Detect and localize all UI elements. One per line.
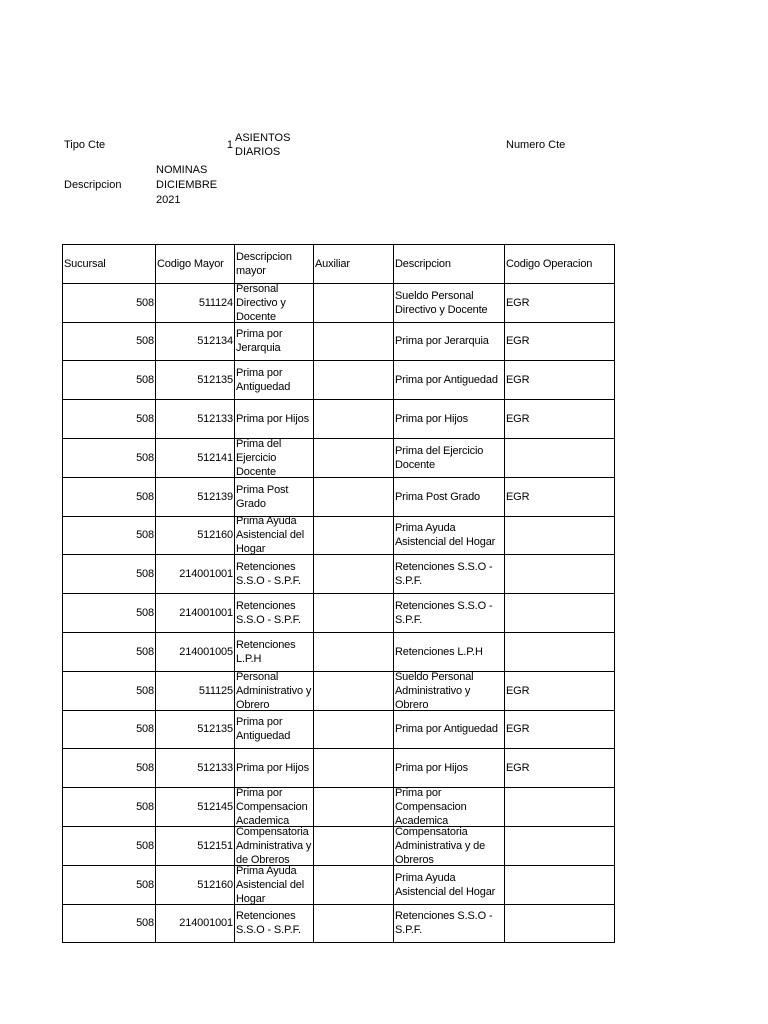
cell-auxiliar — [314, 555, 394, 594]
cell-descripcion — [394, 283, 505, 322]
cell-auxiliar-text — [314, 866, 393, 904]
cell-descripcion-mayor-text: Prima Ayuda Asistencial del Hogar — [236, 865, 305, 904]
cell-descripcion-mayor — [235, 788, 314, 827]
cell-descripcion-mayor — [235, 749, 314, 788]
cell-sucursal-text: 508 — [136, 296, 154, 309]
cell-descripcion-mayor — [235, 865, 314, 904]
cell-codigo-operacion-text: EGR — [506, 490, 530, 503]
cell-auxiliar — [314, 710, 394, 749]
cell-auxiliar-text — [314, 400, 393, 438]
table-row — [63, 904, 615, 943]
cell-codigo-mayor-text: 512151 — [197, 839, 233, 852]
cell-descripcion-mayor — [235, 400, 314, 439]
cell-codigo-operacion-text — [505, 788, 614, 826]
cell-codigo-mayor — [156, 516, 235, 555]
cell-auxiliar-text — [314, 711, 393, 749]
cell-descripcion — [394, 322, 505, 361]
cell-descripcion-mayor-text: Prima por Antiguedad — [236, 716, 291, 743]
table-row — [63, 516, 615, 555]
cell-descripcion-mayor-text: Retenciones S.S.O - S.P.F. — [236, 600, 301, 627]
cell-sucursal-text: 508 — [136, 723, 154, 736]
cell-codigo-operacion — [505, 749, 615, 788]
cell-codigo-mayor-text: 512139 — [197, 490, 233, 503]
cell-sucursal-text: 508 — [136, 335, 154, 348]
cell-codigo-operacion-text — [505, 905, 614, 943]
col-header-descripcion-label: Descripcion — [395, 257, 451, 270]
cell-codigo-operacion-text: EGR — [506, 335, 530, 348]
cell-codigo-operacion — [505, 671, 615, 710]
cell-sucursal — [63, 865, 156, 904]
cell-sucursal — [63, 788, 156, 827]
descripcion-value: NOMINAS DICIEMBRE 2021 — [156, 164, 218, 206]
cell-sucursal — [63, 826, 156, 865]
cell-sucursal-text: 508 — [136, 878, 154, 891]
cell-sucursal — [63, 632, 156, 671]
cell-descripcion — [394, 788, 505, 827]
cell-descripcion-mayor-text: Retenciones S.S.O - S.P.F. — [236, 910, 301, 937]
cell-auxiliar-text — [314, 788, 393, 826]
cell-codigo-mayor-text: 214001005 — [179, 645, 233, 658]
cell-descripcion-text: Prima Ayuda Asistencial del Hogar — [395, 522, 496, 549]
cell-codigo-operacion-text: EGR — [506, 684, 530, 697]
cell-codigo-operacion-text — [505, 517, 614, 555]
cell-descripcion-mayor — [235, 283, 314, 322]
col-header-sucursal-label: Sucursal — [64, 257, 106, 270]
cell-descripcion-text: Prima por Antiguedad — [395, 723, 498, 736]
table-row — [63, 710, 615, 749]
cell-sucursal-text: 508 — [136, 413, 154, 426]
cell-auxiliar-text — [314, 672, 393, 710]
cell-codigo-mayor — [156, 594, 235, 633]
cell-sucursal-text: 508 — [136, 839, 154, 852]
cell-sucursal — [63, 710, 156, 749]
cell-descripcion — [394, 477, 505, 516]
cell-codigo-mayor-text: 512135 — [197, 374, 233, 387]
cell-auxiliar — [314, 477, 394, 516]
cell-codigo-operacion-text: EGR — [506, 723, 530, 736]
cell-descripcion — [394, 632, 505, 671]
cell-descripcion-text: Prima por Hijos — [395, 762, 468, 775]
cell-codigo-mayor-text: 512160 — [197, 878, 233, 891]
cell-codigo-operacion — [505, 865, 615, 904]
cell-descripcion — [394, 826, 505, 865]
cell-auxiliar — [314, 826, 394, 865]
col-header-descripcion-mayor-label: Descripcion mayor — [236, 250, 292, 277]
cell-auxiliar-text — [314, 517, 393, 555]
cell-descripcion-text: Prima del Ejercicio Docente — [395, 444, 484, 471]
numero-cte-label: Numero Cte — [506, 139, 566, 151]
table-header-row — [63, 245, 615, 284]
cell-descripcion-mayor-text: Retenciones L.P.H — [236, 638, 296, 665]
cell-descripcion-text: Prima por Antiguedad — [395, 374, 498, 387]
cell-sucursal-text: 508 — [136, 645, 154, 658]
cell-codigo-mayor — [156, 361, 235, 400]
cell-descripcion-text: Sueldo Personal Directivo y Docente — [395, 289, 488, 316]
cell-codigo-operacion-text: EGR — [506, 413, 530, 426]
cell-codigo-mayor — [156, 283, 235, 322]
cell-descripcion — [394, 904, 505, 943]
cell-sucursal-text: 508 — [136, 374, 154, 387]
cell-descripcion-mayor-text: Personal Directivo y Docente — [236, 283, 286, 322]
cell-descripcion-text: Prima por Compensacion Academica — [395, 788, 467, 826]
table-row — [63, 438, 615, 477]
cell-codigo-mayor-text: 512134 — [197, 335, 233, 348]
cell-auxiliar — [314, 594, 394, 633]
cell-codigo-operacion-text — [505, 633, 614, 671]
cell-sucursal-text: 508 — [136, 762, 154, 775]
cell-descripcion-mayor — [235, 516, 314, 555]
cell-descripcion-mayor-text: Compensatoria Administrativa y de Obreros — [236, 826, 312, 865]
cell-codigo-operacion — [505, 710, 615, 749]
cell-codigo-operacion-text — [505, 439, 614, 477]
cell-auxiliar — [314, 361, 394, 400]
cell-codigo-mayor-text: 214001001 — [179, 917, 233, 930]
cell-codigo-operacion — [505, 516, 615, 555]
cell-sucursal — [63, 438, 156, 477]
col-header-codigo-operacion-label: Codigo Operacion — [506, 257, 593, 270]
table-row — [63, 788, 615, 827]
cell-codigo-operacion — [505, 477, 615, 516]
cell-codigo-mayor-text: 511125 — [198, 684, 233, 697]
cell-descripcion-mayor-text: Prima Ayuda Asistencial del Hogar — [236, 516, 305, 555]
cell-codigo-mayor — [156, 400, 235, 439]
table-row — [63, 283, 615, 322]
cell-codigo-operacion-text: EGR — [506, 762, 530, 775]
cell-sucursal — [63, 400, 156, 439]
cell-codigo-operacion-text — [505, 594, 614, 632]
cell-codigo-mayor-text: 512145 — [197, 801, 233, 814]
cell-codigo-mayor-text: 214001001 — [179, 568, 233, 581]
cell-auxiliar — [314, 749, 394, 788]
cell-codigo-mayor — [156, 438, 235, 477]
col-header-auxiliar — [314, 245, 394, 284]
cell-descripcion-mayor — [235, 322, 314, 361]
cell-descripcion-mayor — [235, 477, 314, 516]
cell-descripcion — [394, 361, 505, 400]
tipo-cte-description: ASIENTOS DIARIOS — [235, 132, 291, 158]
asientos-table — [62, 244, 615, 943]
table-row — [63, 749, 615, 788]
cell-descripcion — [394, 400, 505, 439]
cell-auxiliar-text — [314, 361, 393, 399]
cell-sucursal — [63, 361, 156, 400]
cell-descripcion-mayor — [235, 904, 314, 943]
table-row — [63, 477, 615, 516]
cell-codigo-operacion — [505, 361, 615, 400]
cell-descripcion — [394, 516, 505, 555]
cell-sucursal-text: 508 — [136, 568, 154, 581]
cell-descripcion-text: Retenciones S.S.O - S.P.F. — [395, 600, 493, 627]
cell-descripcion — [394, 749, 505, 788]
cell-descripcion-text: Prima Ayuda Asistencial del Hogar — [395, 871, 496, 898]
cell-auxiliar — [314, 865, 394, 904]
cell-descripcion-mayor — [235, 594, 314, 633]
cell-sucursal — [63, 904, 156, 943]
cell-descripcion-mayor — [235, 826, 314, 865]
cell-codigo-mayor — [156, 710, 235, 749]
cell-codigo-operacion — [505, 438, 615, 477]
table-row — [63, 671, 615, 710]
cell-auxiliar — [314, 632, 394, 671]
cell-codigo-mayor — [156, 865, 235, 904]
table-row — [63, 826, 615, 865]
cell-sucursal — [63, 671, 156, 710]
cell-sucursal — [63, 283, 156, 322]
cell-sucursal-text: 508 — [136, 684, 154, 697]
cell-auxiliar-text — [314, 439, 393, 477]
cell-codigo-operacion-text — [505, 866, 614, 904]
table-row — [63, 555, 615, 594]
col-header-codigo-mayor — [156, 245, 235, 284]
cell-auxiliar-text — [314, 323, 393, 361]
cell-auxiliar-text — [314, 749, 393, 787]
table-row — [63, 400, 615, 439]
cell-sucursal-text: 508 — [136, 451, 154, 464]
cell-codigo-mayor — [156, 749, 235, 788]
cell-descripcion-mayor-text: Prima por Jerarquia — [236, 328, 283, 355]
cell-codigo-operacion-text — [505, 555, 614, 593]
cell-descripcion-mayor — [235, 438, 314, 477]
cell-codigo-operacion — [505, 400, 615, 439]
cell-sucursal-text: 508 — [136, 801, 154, 814]
cell-descripcion-mayor — [235, 555, 314, 594]
table-row — [63, 632, 615, 671]
cell-sucursal — [63, 477, 156, 516]
cell-codigo-mayor — [156, 904, 235, 943]
cell-descripcion-text: Retenciones S.S.O - S.P.F. — [395, 561, 493, 588]
cell-sucursal-text: 508 — [136, 607, 154, 620]
col-header-sucursal — [63, 245, 156, 284]
table-body — [63, 283, 615, 943]
cell-codigo-mayor — [156, 555, 235, 594]
cell-codigo-mayor — [156, 788, 235, 827]
cell-descripcion-mayor-text: Prima Post Grado — [236, 483, 289, 510]
cell-codigo-operacion — [505, 904, 615, 943]
cell-codigo-operacion — [505, 283, 615, 322]
cell-auxiliar — [314, 788, 394, 827]
cell-auxiliar-text — [314, 905, 393, 943]
cell-descripcion — [394, 710, 505, 749]
cell-descripcion-text: Prima por Jerarquia — [395, 335, 489, 348]
cell-descripcion-text: Retenciones L.P.H — [395, 645, 483, 658]
cell-descripcion-mayor — [235, 671, 314, 710]
cell-sucursal — [63, 516, 156, 555]
cell-codigo-operacion — [505, 322, 615, 361]
cell-codigo-mayor-text: 214001001 — [179, 607, 233, 620]
cell-sucursal — [63, 322, 156, 361]
cell-auxiliar — [314, 438, 394, 477]
cell-codigo-mayor — [156, 671, 235, 710]
cell-descripcion-text: Sueldo Personal Administrativo y Obrero — [395, 671, 474, 710]
cell-codigo-operacion — [505, 594, 615, 633]
cell-codigo-operacion — [505, 826, 615, 865]
cell-descripcion-mayor-text: Prima por Compensacion Academica — [236, 788, 308, 826]
cell-descripcion — [394, 555, 505, 594]
cell-sucursal — [63, 555, 156, 594]
cell-codigo-operacion — [505, 788, 615, 827]
tipo-cte-label: Tipo Cte — [64, 139, 106, 151]
col-header-codigo-mayor-label: Codigo Mayor — [157, 257, 224, 270]
cell-auxiliar — [314, 671, 394, 710]
cell-descripcion-mayor — [235, 710, 314, 749]
tipo-cte-value: 1 — [226, 139, 233, 151]
col-header-auxiliar-label: Auxiliar — [315, 257, 350, 270]
cell-descripcion-text: Compensatoria Administrativa y de Obreros — [395, 826, 486, 865]
cell-descripcion-mayor-text: Prima por Hijos — [236, 413, 309, 426]
cell-descripcion-text: Prima Post Grado — [395, 490, 481, 503]
cell-sucursal-text: 508 — [136, 917, 154, 930]
cell-auxiliar-text — [314, 555, 393, 593]
cell-descripcion-mayor-text: Prima por Hijos — [236, 762, 309, 775]
cell-sucursal-text: 508 — [136, 490, 154, 503]
col-header-descripcion-mayor — [235, 245, 314, 284]
cell-auxiliar — [314, 283, 394, 322]
cell-codigo-operacion — [505, 555, 615, 594]
table-row — [63, 865, 615, 904]
cell-sucursal — [63, 594, 156, 633]
cell-codigo-mayor-text: 512135 — [197, 723, 233, 736]
cell-descripcion — [394, 438, 505, 477]
cell-descripcion — [394, 671, 505, 710]
cell-auxiliar — [314, 516, 394, 555]
cell-codigo-mayor-text: 512141 — [197, 451, 233, 464]
cell-codigo-mayor-text: 512160 — [197, 529, 233, 542]
cell-codigo-mayor — [156, 322, 235, 361]
cell-codigo-operacion-text: EGR — [506, 374, 530, 387]
cell-auxiliar-text — [314, 827, 393, 865]
cell-codigo-mayor — [156, 632, 235, 671]
table-row — [63, 322, 615, 361]
descripcion-label: Descripcion — [64, 179, 122, 191]
cell-auxiliar-text — [314, 594, 393, 632]
cell-auxiliar — [314, 400, 394, 439]
cell-sucursal-text: 508 — [136, 529, 154, 542]
cell-descripcion-mayor-text: Prima del Ejercicio Docente — [236, 438, 282, 477]
table-row — [63, 361, 615, 400]
cell-descripcion — [394, 594, 505, 633]
cell-auxiliar — [314, 904, 394, 943]
cell-auxiliar-text — [314, 478, 393, 516]
cell-descripcion-mayor — [235, 361, 314, 400]
cell-codigo-mayor — [156, 477, 235, 516]
col-header-descripcion — [394, 245, 505, 284]
cell-descripcion-text: Prima por Hijos — [395, 413, 468, 426]
cell-codigo-mayor-text: 512133 — [197, 413, 233, 426]
cell-codigo-mayor — [156, 826, 235, 865]
cell-codigo-mayor-text: 511124 — [198, 296, 233, 309]
col-header-codigo-operacion — [505, 245, 615, 284]
cell-descripcion-mayor-text: Personal Administrativo y Obrero — [236, 671, 312, 710]
cell-codigo-operacion — [505, 632, 615, 671]
cell-auxiliar-text — [314, 633, 393, 671]
cell-descripcion-mayor-text: Retenciones S.S.O - S.P.F. — [236, 561, 301, 588]
cell-descripcion-mayor-text: Prima por Antiguedad — [236, 367, 291, 394]
cell-codigo-mayor-text: 512133 — [197, 762, 233, 775]
cell-codigo-operacion-text — [505, 827, 614, 865]
table-row — [63, 594, 615, 633]
cell-descripcion-text: Retenciones S.S.O - S.P.F. — [395, 910, 493, 937]
cell-codigo-operacion-text: EGR — [506, 296, 530, 309]
cell-auxiliar — [314, 322, 394, 361]
cell-auxiliar-text — [314, 284, 393, 322]
cell-descripcion — [394, 865, 505, 904]
cell-descripcion-mayor — [235, 632, 314, 671]
cell-sucursal — [63, 749, 156, 788]
